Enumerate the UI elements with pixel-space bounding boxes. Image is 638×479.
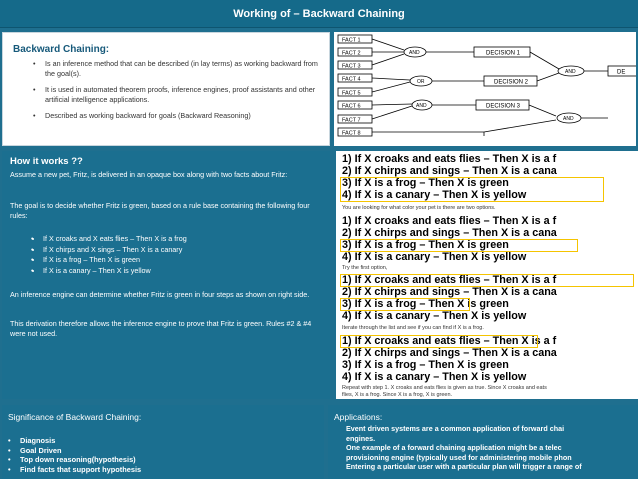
step-caption: You are looking for what color your pet is there are two options. bbox=[342, 205, 496, 211]
significance-list bbox=[20, 436, 141, 474]
intro-bullet: • Is an inference method that can be described (in lay terms) as working backward from the goal(s). bbox=[45, 59, 325, 78]
gate-label: OR bbox=[417, 79, 425, 85]
step1-rule2: 2) If X chirps and sings – Then X is a cana bbox=[342, 165, 557, 177]
step1-rule1: 1) If X croaks and eats flies – Then X is a f bbox=[342, 153, 557, 165]
applications-panel bbox=[328, 405, 638, 479]
significance-heading: Significance of Backward Chaining: bbox=[8, 412, 142, 422]
gate-label: AND bbox=[565, 69, 576, 75]
rule-list bbox=[43, 234, 187, 276]
how-paragraph: Assume a new pet, Fritz, is delivered in an opaque box along with two facts about Fritz: bbox=[10, 170, 288, 179]
step2-rule1: 1) If X croaks and eats flies – Then X is a f bbox=[342, 215, 557, 227]
intro-heading: Backward Chaining: bbox=[13, 44, 110, 55]
step2-rule3: 3) If X is a frog – Then X is green bbox=[342, 239, 509, 251]
step3-rule3: 3) If X is a frog – Then X is green bbox=[342, 298, 509, 310]
fact-label: FACT 1 bbox=[342, 37, 361, 44]
highlight-box bbox=[340, 274, 634, 287]
step4-rule3: 3) If X is a frog – Then X is green bbox=[342, 359, 509, 371]
application-text: Entering a particular user with a particular plan will trigger a range of bbox=[346, 462, 582, 472]
gate-label: AND bbox=[416, 103, 427, 109]
applications-list bbox=[346, 424, 636, 472]
application-text: engines. bbox=[346, 433, 376, 443]
fact-label: FACT 4 bbox=[342, 76, 361, 83]
rule-item: • • If X chirps and X sings – Then X is a canary bbox=[43, 245, 187, 256]
step3-rule4: 4) If X is a canary – Then X is yellow bbox=[342, 310, 527, 322]
how-paragraph: This derivation therefore allows the inference engine to prove that Fritz is green. Rules #2 & #4 were not used. bbox=[10, 319, 312, 338]
highlight-box bbox=[340, 239, 578, 252]
step-caption: Repeat with step 1. X croaks and eats flies is given as true. Since X croaks and eats bbox=[342, 385, 547, 391]
step4-rule4: 4) If X is a canary – Then X is yellow bbox=[342, 371, 527, 383]
application-item-cont bbox=[346, 462, 636, 472]
applications-heading: Applications: bbox=[334, 412, 383, 422]
intro-panel bbox=[2, 32, 330, 146]
intro-bullets bbox=[45, 59, 325, 128]
fact-label: FACT 2 bbox=[342, 50, 361, 57]
application-item-cont bbox=[346, 453, 636, 463]
decision-label: DECISION 2 bbox=[494, 79, 529, 86]
significance-item: • Top down reasoning(hypothesis) bbox=[20, 455, 141, 465]
gate-label: AND bbox=[563, 116, 574, 122]
significance-item: • Find facts that support hypothesis bbox=[20, 465, 141, 475]
step3-rule1: 1) If X croaks and eats flies – Then X is a f bbox=[342, 274, 557, 286]
decision-label: DECISION 1 bbox=[486, 50, 521, 57]
step1-rule3: 3) If X is a frog – Then X is green bbox=[342, 177, 509, 189]
highlight-box bbox=[340, 335, 538, 348]
application-text: provisioning engine (typically used for administering mobile phon bbox=[346, 452, 572, 462]
step-caption: flies, X is a frog. Since X is a frog, X is green. bbox=[342, 392, 453, 398]
rule-item: • • If X is a frog – Then X is green bbox=[43, 255, 187, 266]
fact-label: FACT 6 bbox=[342, 103, 361, 110]
gate-label: AND bbox=[409, 50, 420, 56]
step-caption: Try the first option, bbox=[342, 265, 388, 271]
how-paragraph: The goal is to decide whether Fritz is green, based on a rule base containing the following four rules: bbox=[10, 201, 310, 220]
decision-label: DECISION 3 bbox=[486, 103, 521, 110]
decision-label: DE bbox=[617, 69, 626, 76]
decision-diagram bbox=[334, 32, 636, 146]
step-caption: Iterate through the list and see if you can find if X is a frog. bbox=[342, 325, 484, 331]
application-item-cont bbox=[346, 434, 636, 444]
application-item: • One example of a forward chaining application might be a telec bbox=[346, 443, 636, 453]
fact-label: FACT 7 bbox=[342, 117, 361, 124]
rule-item: • • If X croaks and X eats flies – Then X is a frog bbox=[43, 234, 187, 245]
step4-rule1: 1) If X croaks and eats flies – Then X is a f bbox=[342, 335, 557, 347]
intro-bullet: • It is used in automated theorem proofs, inference engines, proof assistants and other artificial intelligence applications. bbox=[45, 85, 325, 104]
how-heading: How it works ?? bbox=[10, 156, 83, 167]
fact-label: FACT 8 bbox=[342, 130, 361, 137]
fact-label: FACT 3 bbox=[342, 63, 361, 70]
step3-rule2: 2) If X chirps and sings – Then X is a cana bbox=[342, 286, 557, 298]
highlight-box bbox=[340, 177, 604, 202]
highlight-box bbox=[340, 298, 470, 311]
step1-rule4: 4) If X is a canary – Then X is yellow bbox=[342, 189, 527, 201]
fact-label: FACT 5 bbox=[342, 90, 361, 97]
significance-panel bbox=[2, 405, 324, 479]
significance-item: • Diagnosis bbox=[20, 436, 141, 446]
slide-title: Working of – Backward Chaining bbox=[0, 0, 638, 28]
how-paragraph: An inference engine can determine whether Fritz is green in four steps as shown on right side. bbox=[10, 290, 310, 299]
inference-steps-image bbox=[336, 151, 638, 399]
rule-item: • • If X is a canary – Then X is yellow bbox=[43, 266, 187, 277]
step2-rule4: 4) If X is a canary – Then X is yellow bbox=[342, 251, 527, 263]
step2-rule2: 2) If X chirps and sings – Then X is a cana bbox=[342, 227, 557, 239]
step4-rule2: 2) If X chirps and sings – Then X is a cana bbox=[342, 347, 557, 359]
significance-item: • Goal Driven bbox=[20, 446, 141, 456]
intro-bullet: • Described as working backward for goals (Backward Reasoning) bbox=[45, 111, 325, 121]
application-item: • Event driven systems are a common application of forward chai bbox=[346, 424, 636, 434]
